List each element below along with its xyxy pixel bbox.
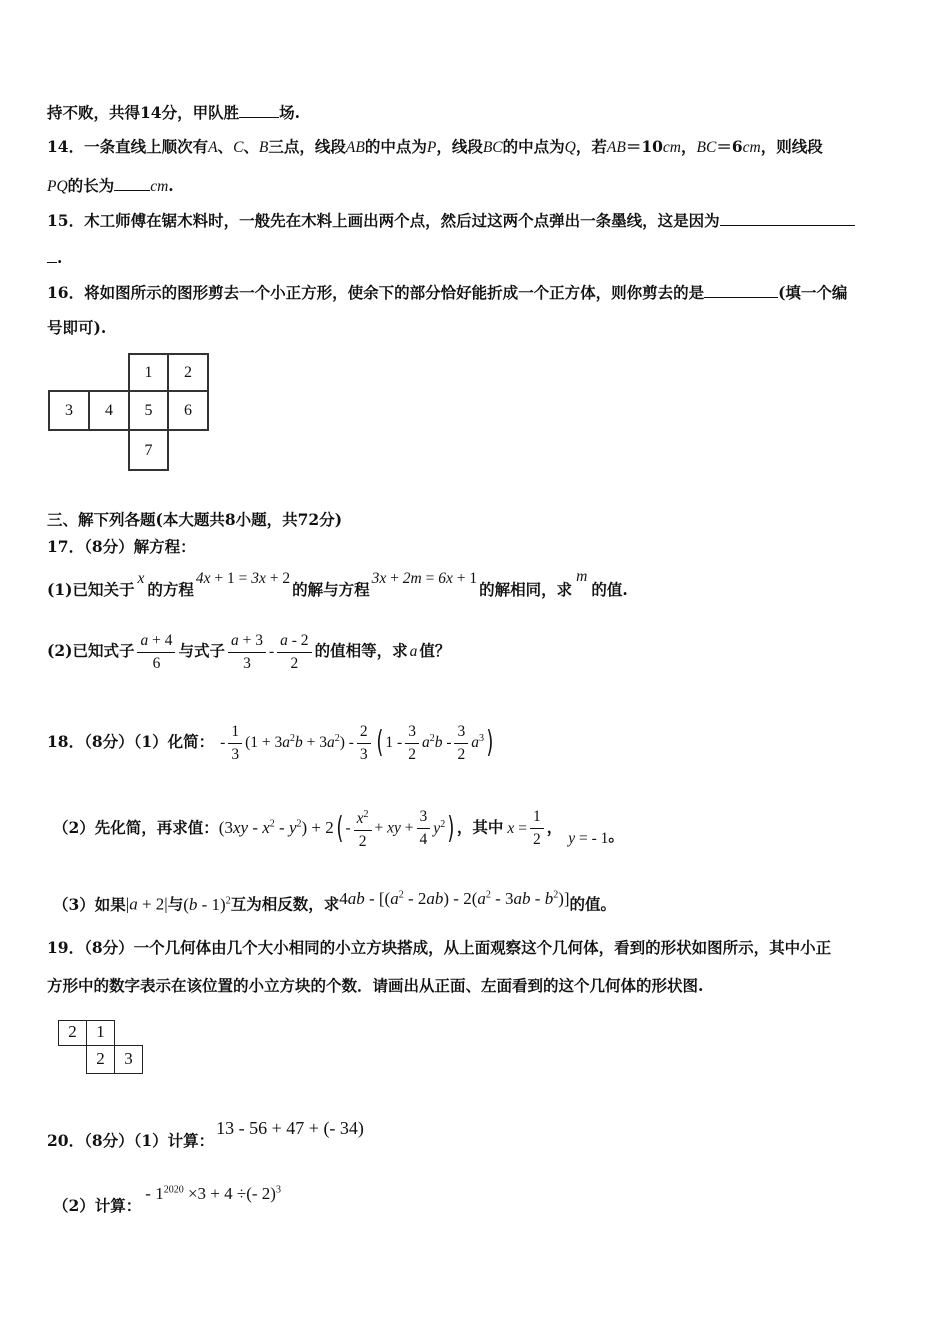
question-20-part2: （2）计算：- $1^{2020} \times 3 + 4$ ÷(- 2)$^3$ [53,1183,281,1215]
question-19-line2: 方形中的数字表示在该位置的小立方块的个数．请画出从正面、左面看到的这个几何体的形状图. [47,976,704,995]
answer-blank[interactable] [704,281,778,298]
question-18-part3: （3）如果|a + 2|与(b - 1)$^2$互为相反数，求$4ab - [(a^2 - 2ab) - 2(a^2 - 3ab - b^2)]$的值。 [53,888,617,914]
answer-blank[interactable] [114,174,150,191]
question-17: 17．（8分）解方程： [47,537,196,556]
question-18-part2: （2）先化简，再求值：$(3xy - x^2 - y^2) + 2$( - $\frac{x^2}{2}$ + xy + $\frac{3}{4}$ $y^2$) ，其中 x = $\frac{1}{2}$ ，y = - 1。 [47,796,624,852]
answer-blank[interactable] [239,101,279,118]
grid-cell: 3 [114,1045,143,1074]
line-q13-tail: 持不败，共得14分，甲队胜 场. [47,103,300,122]
question-16-line2: 号即可). [47,318,107,337]
grid-cell: 1 [86,1020,115,1046]
question-20-part1: 20．（8分）（1）计算：13 - 56 + 47 + (- 34) [47,1118,364,1150]
question-19: 19．（8分）一个几何体由几个大小相同的小立方块搭成，从上面观察这个几何体，看到的形状如图所示，其中小正 [47,938,832,957]
question-14-line2: PQ的长为 cm. [47,176,174,195]
question-15-line2: . [47,246,62,268]
question-17-part1: (1)已知关于x的方程4x + 1 = 3x + 2的解与方程3x + 2m = 6x + 1的解相同，求m的值. [47,568,628,599]
question-17-part2: (2)已知式子 $\frac{a + 4}{6}$ 与式子 $\frac{a + 3}{3}$ - $\frac{a - 2}{2}$ 的值相等，求 a 值？ [47,631,451,672]
question-14: 14．一条直线上顺次有A、C、B三点，线段AB的中点为P，线段BC的中点为Q，若AB＝10cm，BC＝6cm，则线段 [47,137,823,156]
net-cell-5: 5 [128,390,169,431]
net-cell-2: 2 [167,353,209,392]
section-heading: 三、解下列各题(本大题共8小题，共72分) [47,510,343,529]
net-cell-3: 3 [48,390,90,431]
net-cell-7: 7 [128,429,169,471]
grid-cell: 2 [58,1020,87,1046]
net-cell-4: 4 [88,390,130,431]
question-15: 15．木工师傅在锯木料时，一般先在木料上画出两个点，然后过这两个点弹出一条墨线，这是因为 [47,209,855,231]
answer-blank[interactable] [47,246,57,263]
answer-blank[interactable] [720,209,855,226]
net-cell-1: 1 [128,353,169,392]
question-18-part1: 18．（8分）（1）化简： - $\frac{1}{3}$ $(1 + 3a^2b + 3a^2)$ - $\frac{2}{3}$ ( 1 - $\frac{3}{2}$ $a^2b$ - $\frac{3}{2}$ $a^3$) [47,722,494,763]
grid-cell: 2 [86,1045,115,1074]
net-cell-6: 6 [167,390,209,431]
question-16: 16．将如图所示的图形剪去一个小正方形，使余下的部分恰好能折成一个正方体，则你剪去的是 (填一个编 [47,283,848,302]
